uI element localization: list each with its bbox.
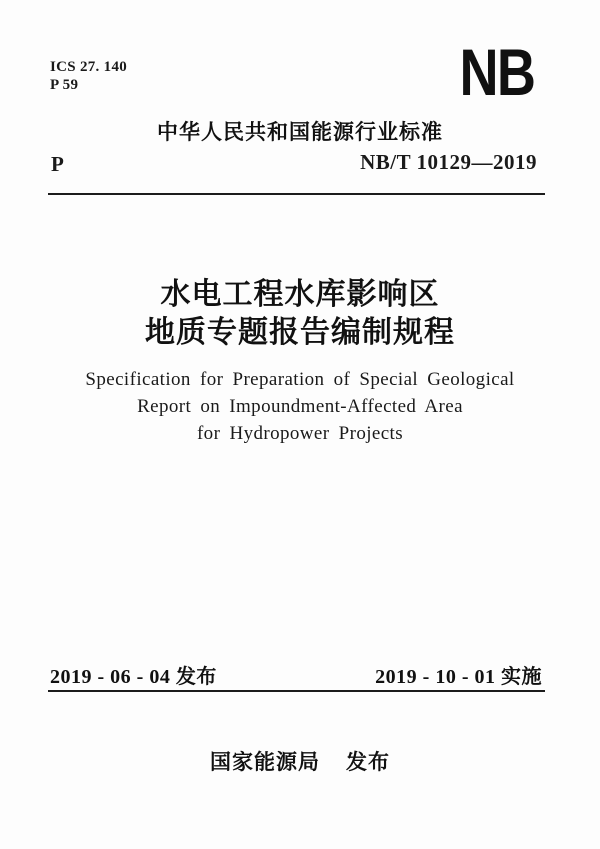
nb-logo: NB xyxy=(459,35,534,109)
dates-row xyxy=(50,660,542,689)
title-en-line2: Report on Impoundment-Affected Area xyxy=(137,396,463,417)
title-cn-line1: 水电工程水库影响区 xyxy=(160,278,440,311)
standard-number: NB/T 10129—2019 xyxy=(360,150,537,174)
title-cn-line2: 地质专题报告编制规程 xyxy=(145,316,455,349)
ics-block xyxy=(50,58,127,94)
title-en-line3: for Hydropower Projects xyxy=(196,423,404,444)
classification-code: P 59 xyxy=(50,77,79,93)
standard-category-title: 中华人民共和国能源行业标准 xyxy=(157,121,443,144)
issue-date: 2019 - 06 - 04 发布 xyxy=(50,666,217,688)
ics-code: ICS 27. 140 xyxy=(50,59,128,75)
publish-action: 发布 xyxy=(346,751,390,774)
publisher-row xyxy=(0,746,600,776)
title-chinese xyxy=(0,276,600,352)
header-rule xyxy=(48,193,545,195)
title-en-line1: Specification for Preparation of Special Geological xyxy=(85,369,515,390)
title-english xyxy=(0,366,600,447)
implementation-date: 2019 - 10 - 01 实施 xyxy=(375,666,542,688)
footer-rule xyxy=(48,690,545,692)
publisher-name: 国家能源局 xyxy=(210,751,320,774)
doc-type-code: P xyxy=(51,152,64,176)
